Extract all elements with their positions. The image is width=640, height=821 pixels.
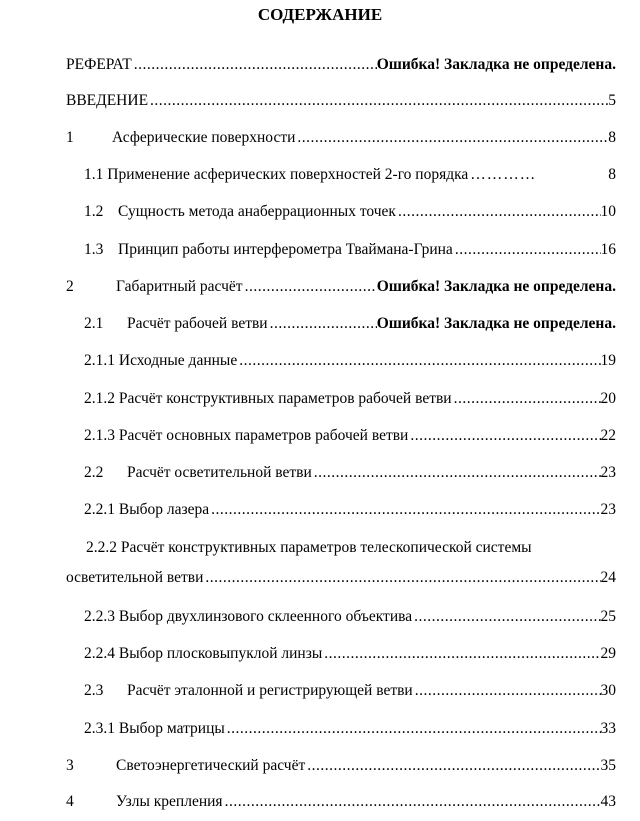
toc-entry-number: 1.2 <box>84 203 104 220</box>
toc-entry-text: 2.2.4 Выбор плосковыпуклой линзы <box>84 645 323 662</box>
toc-entry-section-2-2-2[interactable] <box>86 537 616 559</box>
toc-entry-text: осветительной ветви <box>66 569 204 586</box>
toc-leader-dots <box>225 718 601 740</box>
toc-entry-number: 3 <box>66 757 74 774</box>
toc-entry-chapter-3[interactable] <box>66 755 616 777</box>
toc-entry-text: Узлы крепления <box>116 793 223 810</box>
toc-entry-chapter-4[interactable] <box>66 791 616 813</box>
toc-leader-dots <box>305 755 600 777</box>
toc-leader-dots <box>396 201 601 223</box>
toc-leader-dots <box>203 567 600 589</box>
toc-entry-text: Расчёт рабочей ветви <box>127 315 268 332</box>
toc-entry-text: Принцип работы интерферометра Тваймана-Грина <box>118 241 453 258</box>
toc-entry-number: 2.1 <box>84 315 104 332</box>
toc-leader-dots <box>223 791 601 813</box>
toc-page-number: 23 <box>600 464 616 481</box>
toc-entry-section-1-2[interactable] <box>84 201 616 223</box>
toc-page-number: 22 <box>600 427 616 444</box>
toc-leader-dots <box>237 350 600 372</box>
toc-entry-number: 1 <box>66 129 74 146</box>
toc-entry-chapter-1[interactable] <box>66 127 616 149</box>
toc-entry-text: 2.2.3 Выбор двухлинзового склеенного объектива <box>84 608 413 625</box>
toc-entry-section-1-1[interactable] <box>84 164 616 186</box>
toc-entry-number: 2.2 <box>84 464 104 481</box>
toc-page-number: 8 <box>608 129 616 146</box>
toc-entry-number: 4 <box>66 793 74 810</box>
toc-entry-number: 2.3 <box>84 682 104 699</box>
toc-entry-section-2-2-1[interactable] <box>84 499 616 521</box>
toc-leader-dots <box>408 425 600 447</box>
toc-entry-text: Габаритный расчёт <box>116 278 243 295</box>
toc-entry-abstract[interactable] <box>66 54 616 76</box>
toc-entry-text: Расчёт осветительной ветви <box>127 464 312 481</box>
toc-leader-dots <box>413 680 601 702</box>
toc-entry-text: 2.2.2 Расчёт конструктивных параметров телескопической системы <box>86 539 532 556</box>
toc-entry-section-2-3[interactable] <box>84 680 616 702</box>
toc-entry-section-2-1-1[interactable] <box>84 350 616 372</box>
toc-entry-number: 2 <box>66 278 74 295</box>
toc-entry-text: Сущность метода анаберрационных точек <box>118 203 396 220</box>
toc-entry-text: Асферические поверхности <box>112 129 296 146</box>
toc-leader-dots <box>322 643 600 665</box>
toc-page-number: 16 <box>600 241 616 258</box>
toc-entry-section-1-3[interactable] <box>84 239 616 261</box>
toc-page-number: 20 <box>600 390 616 407</box>
toc-page-number: 24 <box>600 569 616 586</box>
toc-entry-chapter-2[interactable] <box>66 276 616 298</box>
toc-page-number: 5 <box>608 92 616 109</box>
toc-entry-section-2-1-2[interactable] <box>84 388 616 410</box>
toc-entry-text: ВВЕДЕНИЕ <box>66 92 149 109</box>
toc-title: СОДЕРЖАНИЕ <box>257 5 383 24</box>
toc-entry-section-2-1[interactable] <box>84 313 616 335</box>
toc-leader-dots <box>148 90 608 112</box>
toc-entry-text: 1.1 Применение асферических поверхностей 2-го порядка <box>84 166 469 183</box>
toc-leader-dots <box>412 606 600 628</box>
toc-entry-text: 2.1.2 Расчёт конструктивных параметров рабочей ветви <box>84 390 452 407</box>
toc-entry-text: Расчёт эталонной и регистрирующей ветви <box>127 682 413 699</box>
toc-entry-section-2-2-3[interactable] <box>84 606 616 628</box>
toc-entry-text: 2.2.1 Выбор лазера <box>84 501 210 518</box>
toc-entry-text: РЕФЕРАТ <box>66 56 132 73</box>
toc-page-number: 35 <box>600 757 616 774</box>
toc-entry-text: 2.1.1 Исходные данные <box>84 352 238 369</box>
toc-page-number: 19 <box>600 352 616 369</box>
toc-page-number: 29 <box>600 645 616 662</box>
toc-page-number: 43 <box>600 793 616 810</box>
toc-leader-dots <box>468 164 608 186</box>
toc-leader-dots <box>209 499 600 521</box>
toc-entry-section-2-3-1[interactable] <box>84 718 616 740</box>
toc-entry-number: 1.3 <box>84 241 104 258</box>
toc-leader-dots <box>453 239 601 261</box>
toc-entry-section-2-2-2-continuation[interactable] <box>66 567 616 589</box>
toc-page-number: 23 <box>600 501 616 518</box>
toc-page-number: 25 <box>600 608 616 625</box>
toc-leader-dots <box>268 313 377 335</box>
toc-leader-dots <box>132 54 377 76</box>
toc-page-number: 8 <box>608 166 616 183</box>
toc-leader-dots <box>312 462 601 484</box>
toc-entry-introduction[interactable] <box>66 90 616 112</box>
toc-page-number: 10 <box>600 203 616 220</box>
toc-page-number: 33 <box>600 720 616 737</box>
toc-page-error: Ошибка! Закладка не определена. <box>376 278 616 295</box>
toc-entry-section-2-2[interactable] <box>84 462 616 484</box>
toc-entry-text: 2.1.3 Расчёт основных параметров рабочей ветви <box>84 427 409 444</box>
toc-page-number: 30 <box>600 682 616 699</box>
toc-leader-dots <box>295 127 608 149</box>
toc-page-error: Ошибка! Закладка не определена. <box>376 56 616 73</box>
toc-leader-dots <box>452 388 601 410</box>
toc-entry-section-2-2-4[interactable] <box>84 643 616 665</box>
toc-page-error: Ошибка! Закладка не определена. <box>376 315 616 332</box>
toc-entry-text: Светоэнергетический расчёт <box>116 757 306 774</box>
toc-leader-dots <box>243 276 377 298</box>
toc-entry-text: 2.3.1 Выбор матрицы <box>84 720 225 737</box>
toc-entry-section-2-1-3[interactable] <box>84 425 616 447</box>
